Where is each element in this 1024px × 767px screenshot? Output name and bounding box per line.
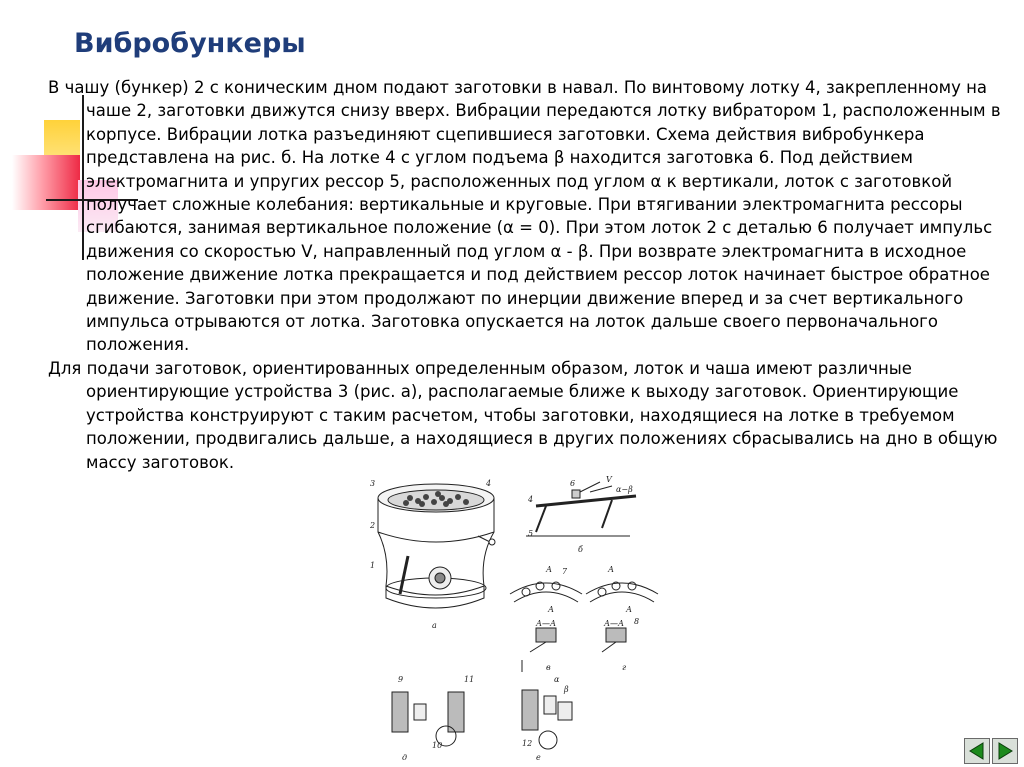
label-12: 12	[522, 739, 533, 748]
triangle-right-icon	[993, 739, 1017, 763]
label-11: 11	[464, 675, 475, 684]
label-a-2: А	[548, 605, 555, 614]
slide-body	[48, 76, 1016, 474]
paragraph-1: В чашу (бункер) 2 с коническим дном подают заготовки в навал. По винтовому лотку 4, закрепленному на чаше 2, заготовки движутся снизу вверх. Вибрации передаются лотку вибратором 1, расположенным в корпусе. Вибрации лотка разъединяют сцепившиеся заготовки. Схема действия вибробункера представлена на рис. б. На лотке 4 с углом подъема β находится заготовка 6. Под действием электромагнита и упругих рессор 5, расположенных под углом α к вертикали, лоток с заготовкой получает сложные колебания: вертикальные и круговые. При втягивании электромагнита рессоры сгибаются, занимая вертикальное положение (α = 0). При этом лоток 2 с деталью 6 получает импульс движения со скоростью V, направленный под углом α - β. При возврате электромагнита в исходное положение движение лотка прекращается и под действием рессор лоток начинает быстрое обратное движение. Заготовки при этом продолжают по инерции движение вперед и за счет вертикального импульса отрываются от лотка. Заготовка опускается на лоток дальше своего первоначального положения.	[48, 78, 1001, 355]
label-7: 7	[562, 567, 568, 576]
caption-b: б	[578, 545, 583, 554]
caption-d: д	[402, 753, 408, 762]
figure-section-v-g	[522, 628, 626, 672]
label-section-2: А—А	[604, 619, 625, 628]
forward-button[interactable]	[992, 738, 1018, 764]
label-8: 8	[634, 617, 640, 626]
figure-a-bowl-drawing	[378, 484, 495, 608]
label-2: 2	[370, 521, 376, 530]
label-1: 1	[370, 561, 376, 570]
slide-title: Вибробункеры	[74, 28, 306, 59]
caption-a: а	[432, 621, 437, 630]
triangle-left-icon	[965, 739, 989, 763]
label-alpha-beta: α−β	[616, 485, 633, 494]
label-a-4: А	[626, 605, 633, 614]
back-button[interactable]	[964, 738, 990, 764]
label-alpha: α	[554, 675, 560, 684]
label-a-1: А	[546, 565, 553, 574]
label-4-b: 4	[528, 495, 534, 504]
label-3: 3	[370, 479, 376, 488]
label-4: 4	[486, 479, 492, 488]
label-beta: β	[564, 685, 569, 694]
figure-ring-sections	[510, 582, 658, 602]
label-a-3: А	[608, 565, 615, 574]
paragraph-2: Для подачи заготовок, ориентированных определенным образом, лоток и чаша имеют различные ориентирующие устройства 3 (рис. а), располагаемые ближе к выходу заготовок. Ориентирующие устройства конструируют с таким расчетом, чтобы заготовки, находящиеся на лотке в требуемом положении, продвигались дальше, а находящиеся в других положениях сбрасывались на дно в общую массу заготовок.	[48, 358, 998, 472]
label-10: 10	[432, 741, 443, 750]
label-v: V	[606, 476, 612, 484]
caption-g: г	[622, 663, 627, 672]
label-9: 9	[398, 675, 404, 684]
label-6: 6	[570, 479, 576, 488]
vibrobunker-figure	[350, 476, 666, 764]
figure-d-e-drawing	[392, 690, 572, 749]
label-5: 5	[528, 529, 534, 538]
label-section-1: А—А	[536, 619, 557, 628]
caption-v: в	[546, 663, 551, 672]
caption-e: е	[536, 753, 541, 762]
